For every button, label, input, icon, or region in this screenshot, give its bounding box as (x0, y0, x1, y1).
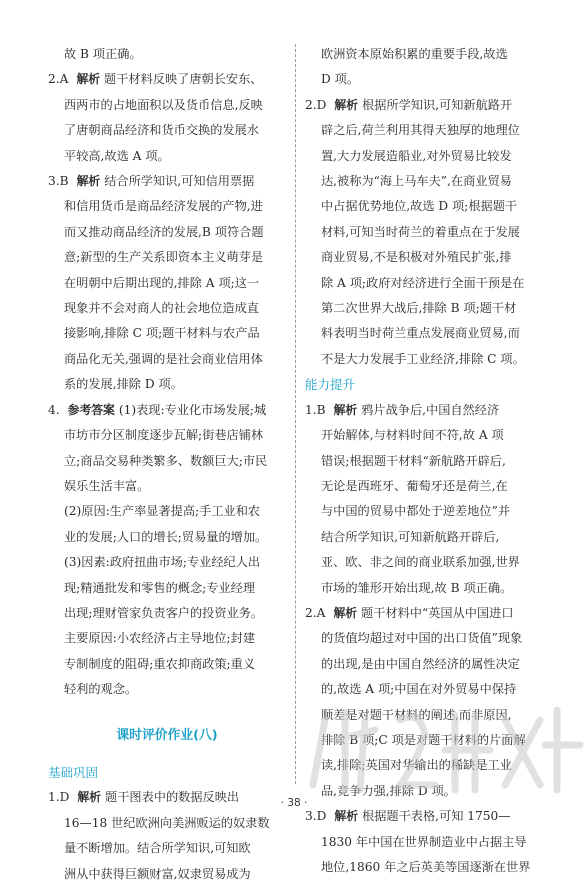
text-line (48, 118, 286, 143)
line-text: 西两市的占地面积以及货币信息,反映 (64, 97, 263, 112)
text-line (305, 677, 545, 702)
line-text: 的出现,是由中国自然经济的属性决定 (321, 656, 520, 671)
question-number: 2.D (305, 97, 327, 112)
line-text: 亚、欧、非之间的商业联系加强,世界 (321, 555, 520, 570)
keyword-label: 解析 (333, 402, 358, 417)
text-line (305, 220, 545, 245)
text-line (48, 271, 286, 296)
line-text: 品,竞争力强,排除 D 项。 (321, 783, 456, 798)
text-line (48, 601, 286, 626)
line-text: 轻利的观念。 (64, 682, 138, 697)
text-line (48, 169, 286, 194)
text-line (48, 398, 286, 423)
line-text: 欧洲资本原始积累的重要手段,故选 (321, 47, 508, 61)
keyword-label: 解析 (77, 790, 102, 805)
line-text: 主要原因:小农经济占主导地位;封建 (64, 631, 256, 646)
line-text: 立;商品交易种类繁多、数额巨大;市民 (64, 453, 268, 468)
text-line (305, 245, 545, 270)
text-line (48, 347, 286, 372)
text-line (48, 194, 286, 219)
question-number: 1.B (305, 402, 326, 417)
line-text: 与中国的贸易中都处于逆差地位”并 (321, 504, 511, 519)
text-line (305, 144, 545, 169)
line-text: 鸦片战争后,中国自然经济 (361, 402, 500, 417)
text-line (48, 652, 286, 677)
line-text: 错误;根据题干材料“新航路开辟后, (321, 453, 506, 468)
text-line (305, 118, 545, 143)
text-line (305, 321, 545, 346)
text-line (305, 830, 545, 855)
line-text: 娱乐生活丰富。 (64, 478, 150, 493)
line-text: 故 B 项正确。 (64, 47, 142, 61)
line-text: 和信用货币是商品经济发展的产物,进 (64, 199, 263, 214)
line-text: 现;精通批发和零售的概念;专业经理 (64, 580, 256, 595)
keyword-label: 参考答案 (67, 402, 115, 417)
keyword-label: 解析 (76, 174, 101, 189)
text-line (48, 474, 286, 499)
question-number: 3.D (305, 809, 327, 824)
line-text: 商品化无关,强调的是社会商业信用体 (64, 351, 263, 366)
line-text: 了唐朝商品经济和货币交换的发展水 (64, 123, 259, 138)
text-line (305, 728, 545, 753)
line-text: 根据所学知识,可知新航路开 (362, 97, 513, 112)
keyword-label: 解析 (76, 72, 101, 87)
text-line (305, 652, 545, 677)
line-text: 第二次世界大战后,排除 B 项;题干材 (321, 301, 517, 316)
line-text: 意;新型的生产关系即资本主义萌芽是 (64, 250, 264, 265)
line-text: 中占据优势地位,故选 D 项;根据题干 (321, 199, 518, 214)
line-text: 市场的雏形开始出现,故 B 项正确。 (321, 580, 513, 595)
left-column (48, 42, 286, 887)
keyword-label: 解析 (334, 97, 359, 112)
text-line (48, 144, 286, 169)
line-text: (3)因素:政府扭曲市场;专业经纪人出 (64, 555, 261, 570)
text-line (305, 194, 545, 219)
line-text: 接影响,排除 C 项;题干材料与农产品 (64, 326, 260, 341)
text-line (48, 220, 286, 245)
text-line (305, 855, 545, 880)
question-number: 4. (48, 402, 60, 417)
text-line (305, 347, 545, 372)
text-line (48, 677, 286, 702)
section-basic: 基础巩固 (48, 764, 99, 780)
line-text: 现象并不会对商人的社会地位造成直 (64, 301, 259, 316)
line-text: 开始解体,与材料时间不符,故 A 项 (321, 428, 504, 443)
text-line (305, 753, 545, 778)
text-line (48, 626, 286, 651)
line-text: 业的发展;人口的增长;贸易量的增加。 (64, 529, 268, 544)
text-line (48, 525, 286, 550)
text-line (305, 398, 545, 423)
question-number: 2.A (48, 72, 69, 87)
line-text: 洲从中获得巨额财富,奴隶贸易成为 (64, 866, 251, 881)
text-line (48, 42, 286, 67)
line-text: 系的发展,排除 D 项。 (64, 377, 183, 392)
homework-heading: 课时评价作业(八) (116, 727, 218, 743)
line-text: 料表明当时荷兰重点发展商业贸易,而 (321, 326, 520, 341)
line-text: 16—18 世纪欧洲向美洲贩运的奴隶数 (64, 815, 270, 830)
text-line (48, 245, 286, 270)
text-line (48, 550, 286, 575)
text-line (305, 499, 545, 524)
text-line (48, 67, 286, 92)
line-text: 市坊市分区制度逐步瓦解;街巷店铺林 (64, 428, 264, 443)
text-line (305, 67, 545, 92)
text-line (48, 836, 286, 861)
line-text: D 项。 (321, 72, 360, 87)
line-text: 材料,可知当时荷兰的着重点在于发展 (321, 224, 520, 239)
line-text: 结合所学知识,可知新航路开辟后, (321, 529, 500, 544)
section-advanced: 能力提升 (305, 377, 356, 393)
line-text: 平较高,故选 A 项。 (64, 148, 170, 163)
text-line (305, 449, 545, 474)
line-text: (2)原因:生产率显著提高;手工业和农 (64, 504, 261, 519)
text-line (305, 423, 545, 448)
line-text: 根据题干表格,可知 1750— (362, 809, 511, 824)
text-line (48, 862, 286, 887)
line-text: 商业贸易,不是积极对外殖民扩张,排 (321, 250, 512, 265)
text-line (305, 474, 545, 499)
line-text: 题干材料反映了唐朝长安东、 (104, 72, 263, 87)
line-text: 辟之后,荷兰利用其得天独厚的地理位 (321, 123, 520, 138)
line-text: 1830 年中国在世界制造业中占据主导 (321, 834, 527, 849)
question-number: 3.B (48, 174, 69, 189)
line-text: 置,大力发展造船业,对外贸易比较发 (321, 148, 512, 163)
line-text: 顺差是对题干材料的阐述,而非原因, (321, 707, 512, 722)
right-answers (305, 42, 545, 372)
line-text: 在明朝中后期出现的,排除 A 项;这一 (64, 275, 260, 290)
line-text: 无论是西班牙、葡萄牙还是荷兰,在 (321, 478, 508, 493)
text-line (48, 576, 286, 601)
line-text: 而又推动商品经济的发展,B 项符合题 (64, 224, 264, 239)
line-text: 排除 B 项;C 项是对题干材料的片面解 (321, 732, 526, 747)
text-line (48, 321, 286, 346)
line-text: 专制制度的阻碍;重农抑商政策;重义 (64, 656, 256, 671)
keyword-label: 解析 (334, 809, 359, 824)
line-text: 除 A 项;政府对经济进行全面干预是在 (321, 275, 525, 290)
line-text: (1)表现:专业化市场发展;城 (118, 402, 267, 417)
text-line (305, 93, 545, 118)
text-line (305, 703, 545, 728)
line-text: 出现;理财管家负责客户的投资业务。 (64, 605, 264, 620)
right-column (305, 42, 545, 880)
text-line (48, 93, 286, 118)
line-text: 的,故选 A 项;中国在对外贸易中保持 (321, 682, 517, 697)
text-line (305, 169, 545, 194)
text-line (305, 601, 545, 626)
column-divider (295, 44, 296, 784)
text-line (48, 423, 286, 448)
line-text: 地位,1860 年之后英美等国逐渐在世界 (321, 860, 531, 874)
line-text: 题干材料中“英国从中国进口 (361, 605, 514, 620)
line-text: 量不断增加。结合所学知识,可知欧 (64, 841, 251, 856)
text-line (48, 372, 286, 397)
line-text: 达,被称为“海上马车夫”,在商业贸易 (321, 174, 512, 189)
line-text: 的货值均超过对中国的出口货值”现象 (321, 631, 523, 646)
text-line (305, 550, 545, 575)
text-line (305, 626, 545, 651)
text-line (48, 499, 286, 524)
text-line (305, 576, 545, 601)
line-text: 结合所学知识,可知信用票据 (104, 174, 255, 189)
question-number: 1.D (48, 790, 70, 805)
text-line (48, 811, 286, 836)
text-line (48, 449, 286, 474)
question-number: 2.A (305, 605, 326, 620)
line-text: 题干图表中的数据反映出 (105, 790, 240, 805)
text-line (48, 296, 286, 321)
keyword-label: 解析 (333, 605, 358, 620)
text-line (305, 296, 545, 321)
text-line (305, 271, 545, 296)
text-line (305, 525, 545, 550)
line-text: 读,排除;英国对华输出的稀缺是工业 (321, 758, 512, 773)
line-text: 不是大力发展手工业经济,排除 C 项。 (321, 351, 525, 366)
page-number: · 38 · (280, 797, 308, 809)
text-line (305, 42, 545, 67)
left-answers (48, 42, 286, 703)
